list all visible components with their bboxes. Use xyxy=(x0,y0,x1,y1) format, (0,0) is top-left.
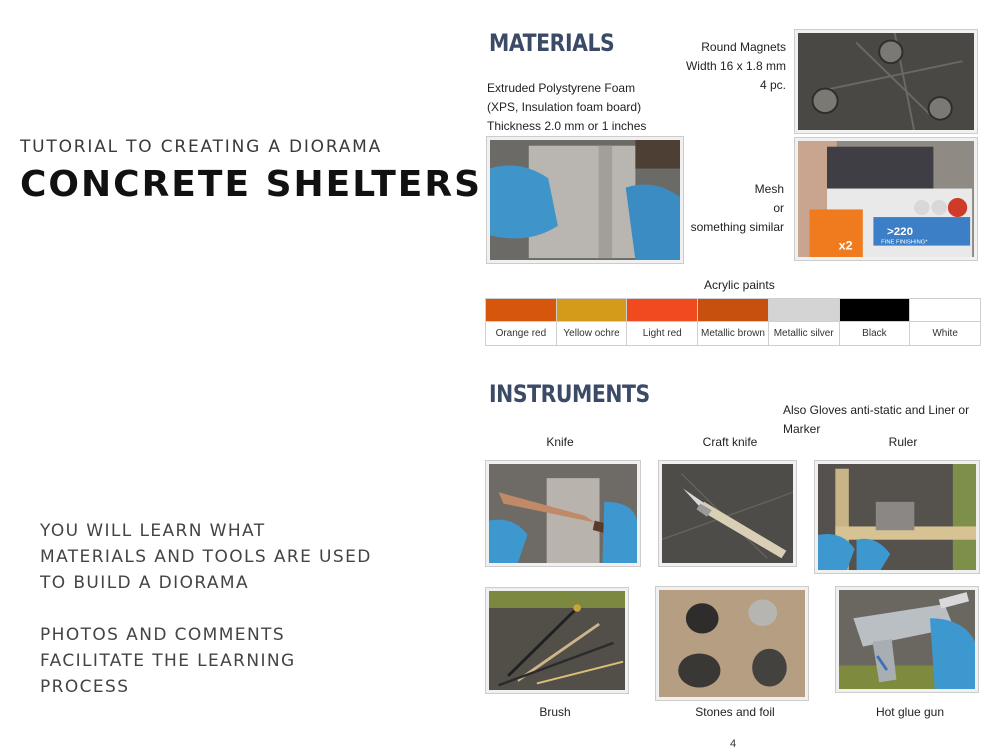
craft-knife-caption: Craft knife xyxy=(702,435,758,449)
foam-line: (XPS, Insulation foam board) xyxy=(487,100,642,114)
mesh-line: or xyxy=(773,201,784,215)
glue-gun-photo xyxy=(836,587,978,692)
magnets-photo xyxy=(795,30,977,133)
swatch-orange-red xyxy=(486,299,557,322)
ruler-caption: Ruler xyxy=(888,435,918,449)
glue-gun-caption: Hot glue gun xyxy=(875,705,945,719)
stones-caption: Stones and foil xyxy=(695,705,775,719)
mesh-line: something similar xyxy=(690,220,784,234)
learn-line: MATERIALS AND TOOLS ARE USED xyxy=(40,547,372,567)
mesh-pack-count: x2 xyxy=(838,238,853,253)
brush-photo xyxy=(486,588,628,693)
mesh-pack-sub: FINE FINISHING* xyxy=(881,239,928,246)
stones-photo xyxy=(656,587,808,700)
also-gloves-note: Also Gloves anti-static and Liner or Marker xyxy=(783,403,970,436)
acrylic-paints-label: Acrylic paints xyxy=(704,278,775,292)
swatch-color-row xyxy=(486,299,981,322)
swatch-label: Metallic silver xyxy=(768,322,839,346)
magnets-line: Width 16 x 1.8 mm xyxy=(685,59,786,73)
craft-knife-photo xyxy=(659,461,796,566)
photos-line: PROCESS xyxy=(40,677,130,697)
foam-photo xyxy=(487,137,683,263)
materials-heading: MATERIALS xyxy=(489,29,615,57)
page-number: 4 xyxy=(730,738,737,750)
photos-paragraph xyxy=(40,622,380,700)
swatch-label: Orange red xyxy=(486,322,557,346)
swatch-label: White xyxy=(910,322,981,346)
mesh-description xyxy=(690,180,784,237)
page-title: CONCRETE SHELTERS xyxy=(20,164,482,205)
swatch-metallic-brown xyxy=(698,299,769,322)
swatch-metallic-silver xyxy=(768,299,839,322)
photos-line: PHOTOS AND COMMENTS xyxy=(40,625,286,645)
magnets-line: Round Magnets xyxy=(701,40,786,54)
magnets-line: 4 pc. xyxy=(759,78,786,92)
brush-caption: Brush xyxy=(539,705,571,719)
instruments-heading: INSTRUMENTS xyxy=(489,380,650,408)
learn-line: TO BUILD A DIORAMA xyxy=(40,573,250,593)
mesh-line: Mesh xyxy=(754,182,784,196)
intro-text xyxy=(40,518,380,726)
swatch-light-red xyxy=(627,299,698,322)
swatch-yellow-ochre xyxy=(556,299,627,322)
learn-paragraph xyxy=(40,518,380,596)
swatch-label: Metallic brown xyxy=(698,322,769,346)
photos-line: FACILITATE THE LEARNING xyxy=(40,651,296,671)
magnets-description xyxy=(680,38,786,95)
ruler-photo xyxy=(815,461,979,573)
knife-photo xyxy=(486,461,640,566)
swatch-black xyxy=(839,299,910,322)
foam-line: Thickness 2.0 mm or 1 inches xyxy=(487,119,647,133)
foam-description xyxy=(487,79,646,136)
paint-swatch-table xyxy=(485,298,981,346)
learn-line: YOU WILL LEARN WHAT xyxy=(40,521,266,541)
knife-caption: Knife xyxy=(546,435,574,449)
swatch-label: Yellow ochre xyxy=(556,322,627,346)
swatch-label: Black xyxy=(839,322,910,346)
mesh-pack-grit: >220 xyxy=(886,226,914,239)
swatch-white xyxy=(910,299,981,322)
foam-line: Extruded Polystyrene Foam xyxy=(487,81,636,95)
mesh-photo xyxy=(795,138,977,260)
tutorial-subtitle: TUTORIAL TO CREATING A DIORAMA xyxy=(20,137,383,157)
swatch-label-row xyxy=(486,322,981,346)
swatch-label: Light red xyxy=(627,322,698,346)
